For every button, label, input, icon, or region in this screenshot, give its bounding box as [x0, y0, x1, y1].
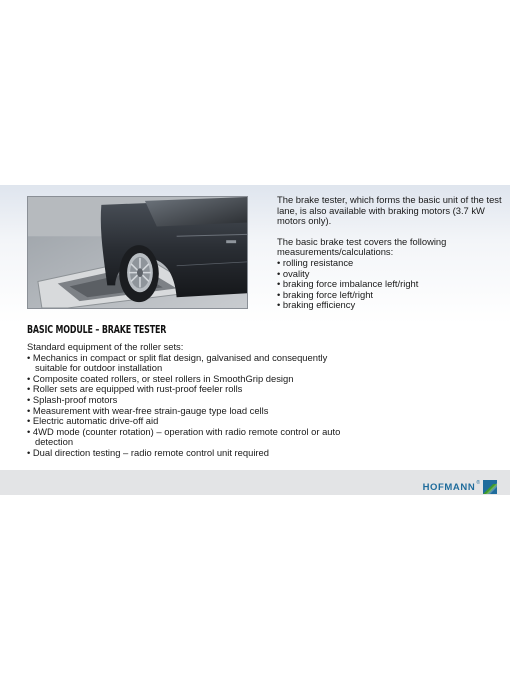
list-item: • Composite coated rollers, or steel rollers in SmoothGrip design — [27, 372, 294, 384]
hofmann-logo — [423, 480, 497, 494]
intro-paragraph-2: The basic brake test covers the following measurements/calculations: — [277, 235, 447, 258]
measurement-list — [277, 258, 507, 311]
car-on-roller-set-image — [28, 197, 247, 308]
list-item: • 4WD mode (counter rotation) – operation with radio remote control or auto detection — [27, 425, 341, 448]
equipment-section — [27, 342, 357, 459]
list-item: • rolling resistance — [277, 256, 354, 268]
logo-mark-icon — [483, 480, 497, 494]
registered-mark: ® — [476, 480, 480, 486]
module-heading: BASIC MODULE – BRAKE TESTER — [27, 325, 167, 336]
equipment-list — [27, 353, 357, 459]
intro-text — [277, 195, 507, 311]
list-item: • ovality — [277, 267, 310, 279]
list-item: • braking force imbalance left/right — [277, 278, 419, 290]
list-item: • Roller sets are equipped with rust-proof feeler rolls — [27, 383, 243, 395]
list-item: • braking force left/right — [277, 288, 374, 300]
list-item: • Electric automatic drive-off aid — [27, 415, 159, 427]
equipment-subtitle: Standard equipment of the roller sets: — [27, 341, 184, 352]
list-item: • Measurement with wear-free strain-gauge type load cells — [27, 404, 269, 416]
list-item: • Dual direction testing – radio remote control unit required — [27, 446, 269, 458]
list-item: • braking efficiency — [277, 299, 356, 311]
intro-paragraph-1: The brake tester, which forms the basic unit of the test lane, is also available with braking motors (3.7 kW motors only). — [277, 194, 502, 227]
list-item: • Splash-proof motors — [27, 393, 118, 405]
slide — [0, 185, 510, 494]
brake-tester-photo — [27, 196, 248, 309]
logo-wordmark: HOFMANN — [422, 481, 476, 493]
list-item: • Mechanics in compact or split flat design, galvanised and consequently suitable for outdoor installation — [27, 351, 328, 374]
